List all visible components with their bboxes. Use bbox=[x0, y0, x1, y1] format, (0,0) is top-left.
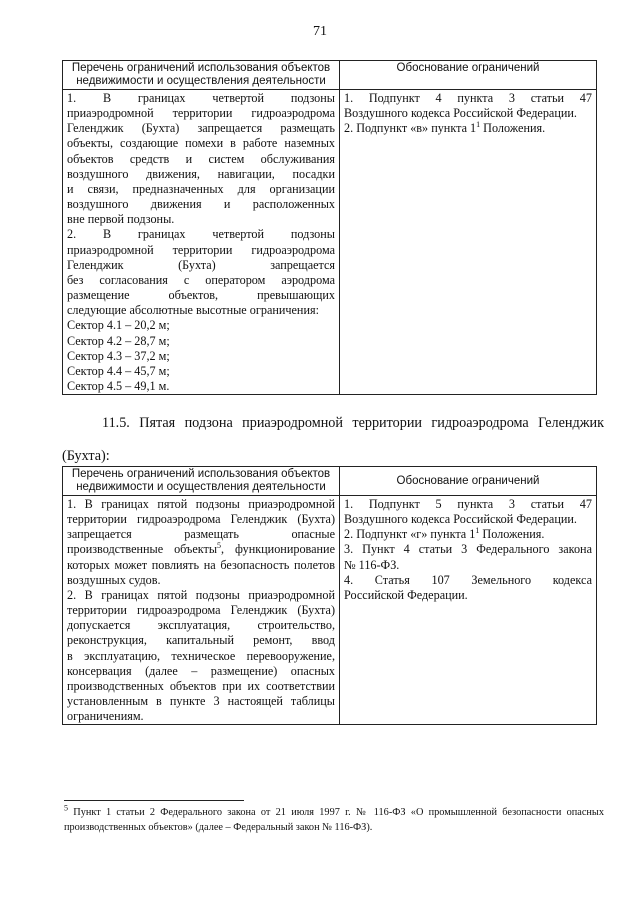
text-line: допускается эксплуатация, строительство, bbox=[67, 618, 335, 633]
table-header-justification: Обоснование ограничений bbox=[340, 61, 597, 90]
text-line: 4. Статья 107 Земельного кодекса bbox=[344, 572, 592, 587]
text-line: 1. В границах пятой подзоны приаэродромной bbox=[67, 497, 335, 511]
text-fragment: Положения. bbox=[480, 121, 546, 136]
text-line: 1. В границах четвертой подзоны bbox=[67, 91, 335, 105]
text-line: Воздушного кодекса Российской Федерации. bbox=[344, 512, 577, 527]
footnote-marker: 5 bbox=[64, 803, 68, 813]
text-line: территории гидроаэродрома Геленджик (Бухта) bbox=[67, 512, 335, 527]
restrictions-table-fourth-subzone bbox=[62, 60, 597, 395]
text-fragment: Пункт 1 статьи 2 Федерального закона от 21 июля 1997 г. № 116-ФЗ «О промышленной безопасности опасных bbox=[68, 807, 604, 818]
table-row bbox=[63, 496, 597, 725]
footnote-separator bbox=[64, 800, 244, 801]
text-line: объекты, создающие помехи в работе наземных bbox=[67, 136, 335, 151]
text-line: воздушного движения, навигации, посадки bbox=[67, 166, 335, 181]
text-line: Сектор 4.5 – 49,1 м. bbox=[67, 378, 170, 393]
text-line: вне первой подзоны. bbox=[67, 212, 175, 227]
page-number: 71 bbox=[313, 24, 327, 39]
section-heading bbox=[62, 412, 604, 467]
table-header-restrictions: Перечень ограничений использования объектов недвижимости и осуществления деятельности bbox=[63, 467, 340, 496]
section-heading-line: (Бухта): bbox=[62, 448, 110, 464]
text-line: ограничениям. bbox=[67, 709, 144, 724]
text-line: территории гидроаэродрома Геленджик (Бухта) bbox=[67, 603, 335, 618]
text-line: которых может повлиять на безопасность полетов bbox=[67, 557, 335, 572]
text-line: приаэродромной территории гидроаэродрома bbox=[67, 242, 335, 257]
footnote-line: производственных объектов» (далее – Федеральный закон № 116-ФЗ). bbox=[64, 822, 373, 833]
footnote-line bbox=[64, 805, 604, 820]
text-line: 2. В границах четвертой подзоны bbox=[67, 227, 335, 242]
text-line: Сектор 4.3 – 37,2 м; bbox=[67, 348, 170, 363]
text-line: в эксплуатацию, техническое перевооружение, bbox=[67, 648, 335, 663]
text-fragment: Положения. bbox=[479, 527, 545, 542]
text-line: Геленджик (Бухта) запрещается размещать bbox=[67, 121, 335, 136]
text-line: № 116-ФЗ. bbox=[344, 557, 400, 572]
text-line: без согласования с оператором аэродрома bbox=[67, 272, 335, 287]
superscript: 5 bbox=[217, 541, 222, 551]
text-line: приаэродромной территории гидроаэродрома bbox=[67, 106, 335, 121]
text-line: воздушного движения и расположенных bbox=[67, 197, 335, 212]
table-row bbox=[63, 90, 597, 395]
table-header-row bbox=[63, 467, 597, 496]
table-header-row bbox=[63, 61, 597, 90]
text-line: Воздушного кодекса Российской Федерации. bbox=[344, 106, 577, 121]
restrictions-cell bbox=[63, 496, 340, 725]
text-line: реконструкция, капитальный ремонт, ввод bbox=[67, 633, 335, 648]
text-line: Сектор 4.4 – 45,7 м; bbox=[67, 363, 170, 378]
text-fragment: производственные объекты bbox=[67, 542, 218, 557]
text-fragment: 2. Подпункт «в» пункта 1 bbox=[344, 121, 477, 136]
text-line: установленным в пункте 3 настоящей таблицы bbox=[67, 694, 335, 709]
text-line: запрещается размещать опасные bbox=[67, 527, 335, 542]
restrictions-table-fifth-subzone bbox=[62, 466, 597, 725]
text-line: воздушных судов. bbox=[67, 572, 161, 587]
text-line: следующие абсолютные высотные ограничения: bbox=[67, 303, 319, 318]
table-header-justification: Обоснование ограничений bbox=[340, 467, 597, 496]
text-line: 1. Подпункт 4 пункта 3 статьи 47 bbox=[344, 91, 592, 105]
text-line bbox=[67, 542, 335, 557]
text-line: объектов средств и систем обслуживания bbox=[67, 151, 335, 166]
text-line: консервация (далее – размещение) опасных bbox=[67, 663, 335, 678]
text-fragment: 2. Подпункт «г» пункта 1 bbox=[344, 527, 476, 542]
restrictions-cell bbox=[63, 90, 340, 395]
text-line bbox=[344, 121, 592, 136]
section-heading-line: 11.5. Пятая подзона приаэродромной территории гидроаэродрома Геленджик bbox=[102, 415, 604, 431]
text-line: Геленджик (Бухта) запрещается bbox=[67, 257, 335, 272]
footnote bbox=[64, 805, 604, 835]
text-line: 2. В границах пятой подзоны приаэродромной bbox=[67, 587, 335, 602]
text-line: Российской Федерации. bbox=[344, 587, 468, 602]
text-line: 3. Пункт 4 статьи 3 Федерального закона bbox=[344, 542, 592, 557]
superscript: 1 bbox=[475, 526, 480, 536]
text-line: Сектор 4.1 – 20,2 м; bbox=[67, 318, 170, 333]
text-line: производственных объектов при их соответствии bbox=[67, 678, 335, 693]
superscript: 1 bbox=[476, 120, 481, 130]
text-line: Сектор 4.2 – 28,7 м; bbox=[67, 333, 170, 348]
text-line: и связи, предназначенных для организации bbox=[67, 181, 335, 196]
text-fragment: , функционирование bbox=[221, 542, 335, 557]
text-line bbox=[344, 527, 592, 542]
text-line: размещение объектов, превышающих bbox=[67, 288, 335, 303]
justification-cell bbox=[340, 90, 597, 395]
table-header-restrictions: Перечень ограничений использования объектов недвижимости и осуществления деятельности bbox=[63, 61, 340, 90]
justification-cell bbox=[340, 496, 597, 725]
text-line: 1. Подпункт 5 пункта 3 статьи 47 bbox=[344, 497, 592, 511]
